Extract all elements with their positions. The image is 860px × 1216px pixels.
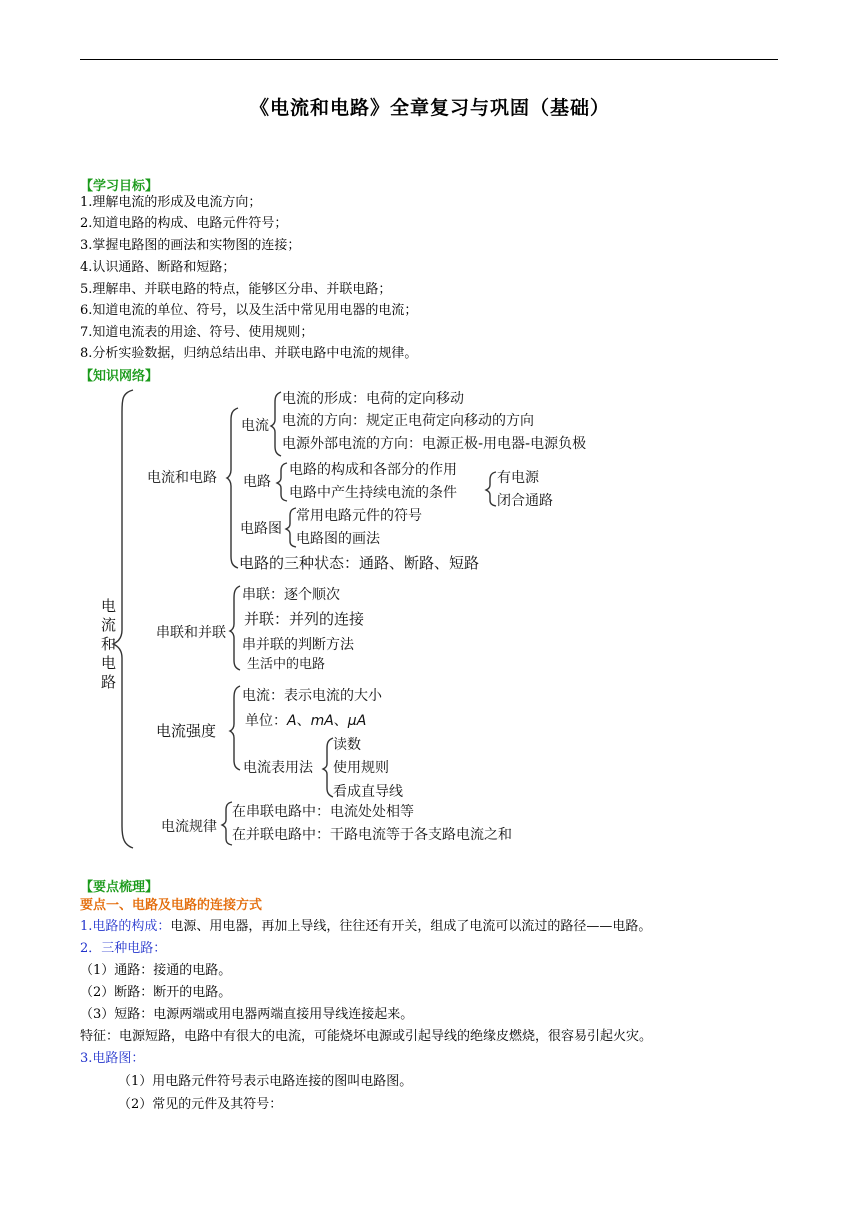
l1-law-label: 电流规律	[161, 819, 217, 835]
feature-text: 特征：电源短路，电路中有很大的电流，可能烧坏电源或引起导线的绝缘皮燃烧，很容易引起火灾。	[80, 1029, 653, 1044]
page-title: 《电流和电路》全章复习与巩固（基础）	[249, 97, 610, 119]
point-1-heading: 要点一、电路及电路的连接方式	[80, 898, 263, 913]
condition-brace	[486, 472, 496, 506]
item-3-label: 3.电路图：	[80, 1051, 145, 1066]
l1-strength-label: 电流强度	[156, 722, 217, 740]
goal-item: 3.掌握电路图的画法和实物图的连接；	[80, 238, 301, 253]
root-char: 和	[101, 635, 117, 653]
item-2-label: 2．三种电路：	[80, 941, 167, 956]
circuit-brace	[227, 408, 238, 568]
l2-current-label: 电流	[241, 418, 269, 434]
l2-circuit-label: 电路	[243, 474, 271, 490]
l3-cond: 电路中产生持续电流的条件	[289, 485, 457, 501]
state-item: （1）通路：接通的电路。	[80, 963, 232, 978]
circuit-sub-brace	[277, 463, 287, 501]
goal-item: 1.理解电流的形成及电流方向；	[80, 195, 262, 210]
network-heading: 【知识网络】	[80, 369, 159, 384]
goal-item: 5.理解串、并联电路的特点，能够区分串、并联电路；	[80, 282, 392, 297]
l2-states-label: 电路的三种状态：通路、断路、短路	[239, 554, 480, 572]
diagram-brace	[286, 508, 296, 547]
root-char: 路	[101, 673, 117, 691]
l2-parallel: 并联：并列的连接	[244, 610, 365, 628]
l2-unit: 单位：A、mA、μA	[245, 713, 367, 729]
current-brace	[271, 392, 281, 456]
l3-wire: 看成直导线	[333, 784, 403, 800]
l3-outer: 电源外部电流的方向：电源正极-用电器-电源负极	[282, 436, 587, 452]
l3-draw: 电路图的画法	[296, 531, 380, 547]
goal-item: 8.分析实验数据，归纳总结出串、并联电路中电流的规律。	[80, 346, 418, 361]
diagram-item: （1）用电路元件符号表示电路连接的图叫电路图。	[118, 1074, 413, 1089]
l2-life: 生活中的电路	[247, 657, 326, 672]
points-heading: 【要点梳理】	[80, 880, 159, 895]
goal-item: 6.知道电流的单位、符号，以及生活中常见用电器的电流；	[80, 303, 418, 318]
l2-judge: 串并联的判断方法	[242, 637, 354, 653]
l3-form: 电流的形成：电荷的定向移动	[282, 391, 464, 407]
l3-read: 读数	[333, 737, 361, 753]
strength-brace	[230, 686, 240, 770]
law-brace	[222, 802, 232, 845]
l2-meter: 电流表用法	[243, 760, 313, 776]
goals-heading: 【学习目标】	[80, 179, 159, 194]
point-item-1	[80, 918, 651, 936]
l4-closed: 闭合通路	[497, 493, 553, 509]
goal-item: 7.知道电流表的用途、符号、使用规则；	[80, 325, 314, 340]
l3-rules: 使用规则	[333, 760, 389, 776]
l2-law-series: 在串联电路中：电流处处相等	[232, 804, 414, 820]
l1-series-label: 串联和并联	[156, 625, 226, 641]
l2-law-parallel: 在并联电路中：干路电流等于各支路电流之和	[232, 827, 512, 843]
l3-dir: 电流的方向：规定正电荷定向移动的方向	[282, 413, 534, 429]
goal-item: 2.知道电路的构成、电路元件符号；	[80, 216, 288, 231]
item-1-text: 电源、用电器，再加上导线，往往还有开关，组成了电流可以流过的路径——电路。	[170, 919, 652, 934]
series-brace	[230, 586, 240, 670]
l2-series: 串联：逐个顺次	[242, 587, 340, 603]
l3-symbols: 常用电路元件的符号	[296, 508, 422, 524]
diagram-item: （2）常见的元件及其符号：	[118, 1097, 283, 1112]
item-1-label: 1.电路的构成：	[80, 919, 171, 934]
l2-meaning: 电流：表示电流的大小	[242, 688, 382, 704]
goal-item: 4.认识通路、断路和短路；	[80, 260, 236, 275]
l4-power: 有电源	[497, 470, 539, 486]
root-char: 电	[101, 654, 117, 672]
l3-compose: 电路的构成和各部分的作用	[289, 462, 457, 478]
state-item: （2）断路：断开的电路。	[80, 985, 232, 1000]
root-char: 流	[101, 616, 117, 634]
root-char: 电	[101, 597, 117, 615]
l1-circuit-label: 电流和电路	[147, 470, 217, 486]
meter-brace	[323, 738, 333, 797]
l2-diagram-label: 电路图	[240, 521, 282, 537]
state-item: （3）短路：电源两端或用电器两端直接用导线连接起来。	[80, 1007, 414, 1022]
